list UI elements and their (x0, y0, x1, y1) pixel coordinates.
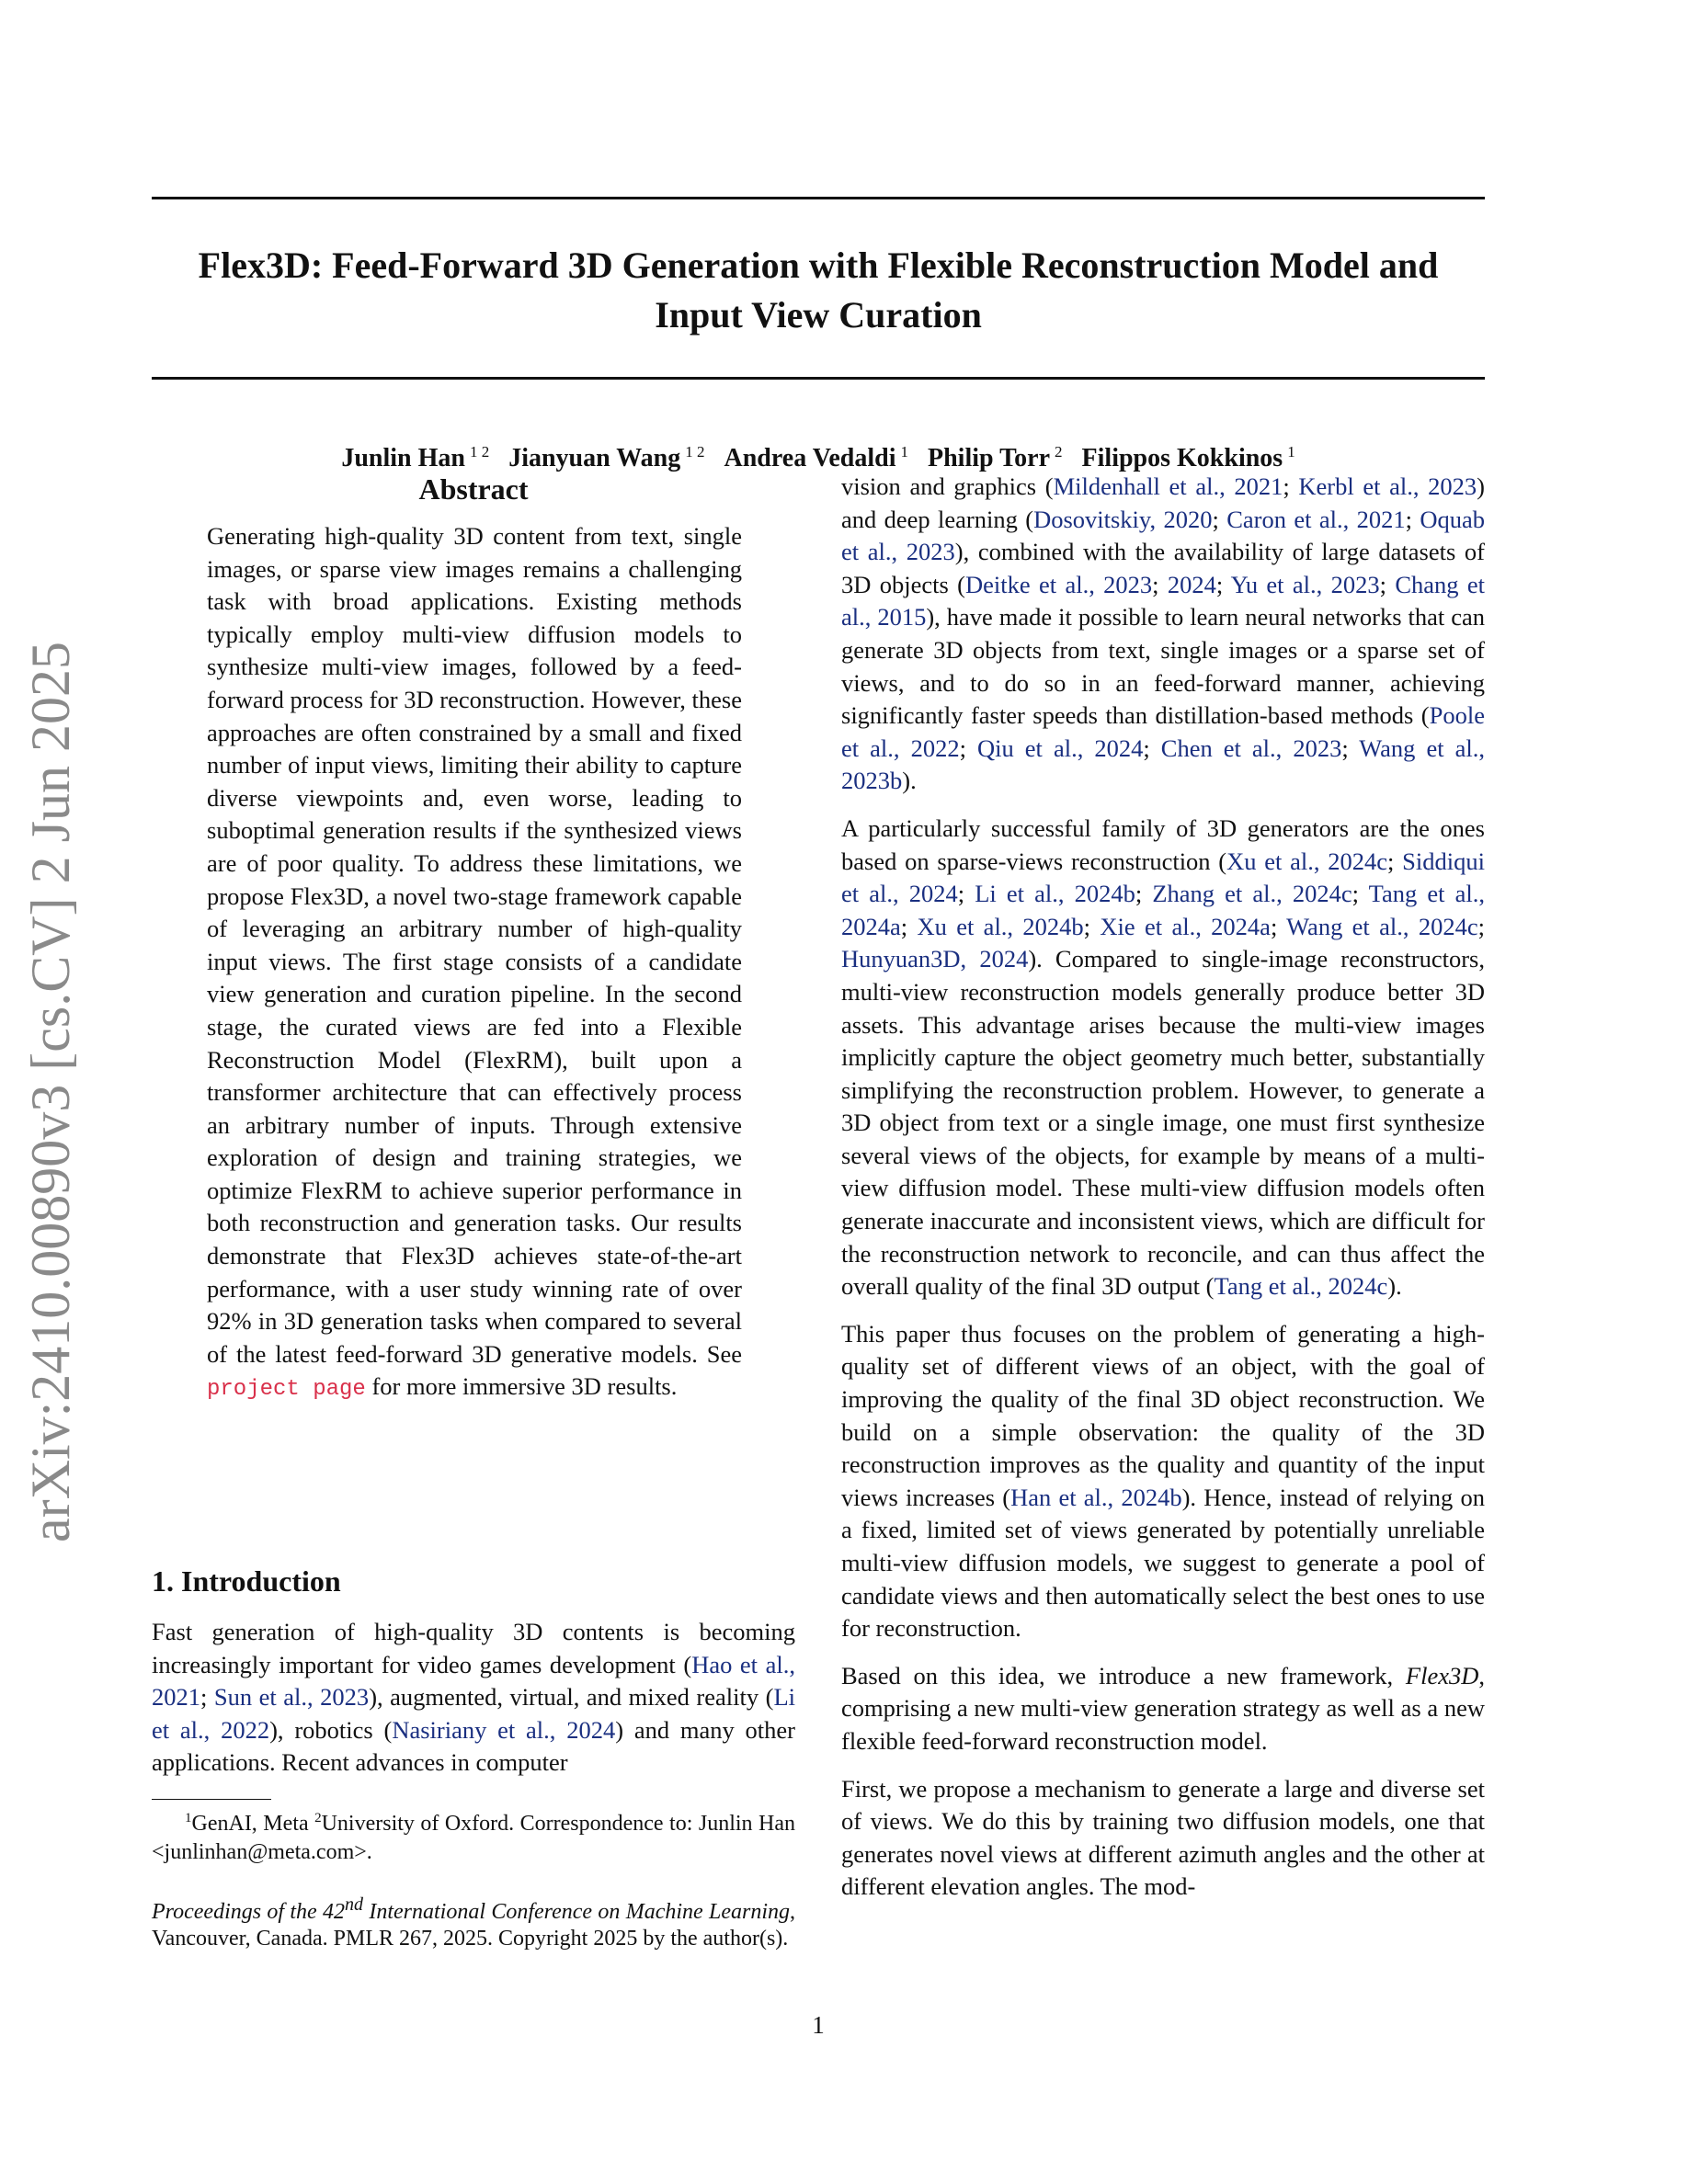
footnote-affiliation-1: GenAI, Meta (191, 1812, 315, 1836)
paragraph-text: ; (1387, 847, 1403, 875)
citation-link[interactable]: Qiu et al., 2024 (977, 734, 1144, 762)
paragraph-text: ; (1341, 734, 1360, 762)
paragraph-text: ; (1352, 880, 1369, 908)
paragraph-text: ) and many other applications. Recent advances in computer (152, 1715, 795, 1777)
paragraph-text: This paper thus focuses on the problem of generating a high-quality set of different views of an object, with the goal of improving the quality of the final 3D object reconstruction. We build on a simple observation: the quality of the 3D reconstruction improves as the quality and quantity of the input views increases ( (841, 1319, 1485, 1511)
footnote-affiliation-2: University of Oxford. Correspondence to: Junlin Han <junlinhan@meta.com>. (152, 1812, 795, 1864)
citation-link[interactable]: Kerbl et al., 2023 (1298, 472, 1477, 500)
abstract-heading: Abstract (418, 472, 529, 506)
paragraph-text: A particularly successful family of 3D generators are the ones based on sparse-views reconstruction ( (841, 813, 1485, 875)
paragraph-text: ; (1379, 570, 1396, 598)
citation-link[interactable]: Mildenhall et al., 2021 (1053, 472, 1283, 500)
paper-title: Flex3D: Feed-Forward 3D Generation with Flexible Reconstruction Model and Input View Curation (198, 245, 1439, 336)
paragraph-text: , comprising a new multi-view generation strategy as well as a new flexible feed-forward reconstruction model. (841, 1661, 1485, 1755)
citation-link[interactable]: Siddiqui et al., 2024 (841, 847, 1485, 908)
author-affiliation: 2 (1055, 443, 1063, 461)
citation-link[interactable]: Wang et al., 2024c (1286, 912, 1478, 940)
citation-link[interactable]: Zhang et al., 2024c (1152, 880, 1352, 908)
citation-link[interactable]: Xu et al., 2024b (917, 912, 1084, 940)
author-name: Jianyuan Wang (508, 444, 681, 473)
citation-link[interactable]: Sun et al., 2023 (213, 1683, 370, 1712)
paragraph-text: ; (1477, 912, 1485, 940)
title-top-rule (152, 197, 1485, 199)
author-affiliation: 1 2 (469, 443, 490, 461)
citation-link[interactable]: Tang et al., 2024a (841, 880, 1485, 940)
proceedings-ordinal: nd (345, 1894, 364, 1915)
author (1082, 444, 1295, 472)
paragraph-text: ; (200, 1683, 214, 1712)
paragraph-text: ; (957, 880, 975, 908)
paragraph-text: ; (1143, 734, 1161, 762)
citation-link[interactable]: Dosovitskiy, 2020 (1033, 505, 1213, 533)
author (928, 444, 1063, 472)
proceedings-prefix: Proceedings of the (152, 1900, 324, 1924)
author-affiliation: 1 2 (685, 443, 705, 461)
author-name: Philip Torr (927, 444, 1051, 473)
paragraph-text: Based on this idea, we introduce a new framework, (841, 1661, 1406, 1689)
paragraph-text: ), combined with the availability of large datasets of 3D objects ( (841, 538, 1485, 598)
citation-link[interactable]: Li et al., 2022 (152, 1683, 795, 1744)
emphasis-text: Flex3D (1405, 1661, 1479, 1689)
author-affiliation: 1 (1287, 443, 1295, 461)
paragraph-text: First, we propose a mechanism to generate a large and diverse set of views. We do this by training two diffusion models, one that generates novel views at different azimuth angles and the other at different elevation angles. The mod- (841, 1774, 1485, 1901)
project-page-link[interactable]: project page (207, 1377, 366, 1403)
citation-link[interactable]: Yu et al., 2023 (1230, 570, 1380, 598)
page-number: 1 (812, 2011, 825, 2039)
citation-link[interactable]: Caron et al., 2021 (1226, 505, 1406, 533)
proceedings-details: , Vancouver, Canada. PMLR 267, 2025. Copyright 2025 by the author(s). (152, 1900, 795, 1951)
footnote-marker-2: 2 (314, 1811, 322, 1826)
citation-link[interactable]: Deitke et al., 2023 (964, 570, 1153, 598)
paragraph-text: ), robotics ( (269, 1715, 393, 1744)
proceedings-conference: International Conference on Machine Learning (363, 1900, 790, 1924)
abstract-text-main: Generating high-quality 3D content from text, single images, or sparse view images remains a challenging task with broad applications. Existing methods typically employ multi-view diffusion models to synthesize multi-view images, followed by a feed-forward process for 3D reconstruction. However, these approaches are often constrained by a small and fixed number of input views, limiting their ability to capture diverse viewpoints and, even worse, leading to suboptimal generation results if the synthesized views are of poor quality. To address these limitations, we propose Flex3D, a novel two-stage framework capable of leveraging an arbitrary number of high-quality input views. The first stage consists of a candidate view generation and curation pipeline. In the second stage, the curated views are fed into a Flexible Reconstruction Model (FlexRM), built upon a transformer architecture that can effectively process an arbitrary number of inputs. Through extensive exploration of design and training strategies, we optimize FlexRM to achieve superior performance in both reconstruction and generation tasks. Our results demonstrate that Flex3D achieves state-of-the-art performance, with a user study winning rate of over 92% in 3D generation tasks when compared to several of the latest feed-forward 3D generative models. See (207, 522, 742, 1368)
abstract-text (207, 520, 742, 1406)
citation-link[interactable]: Han et al., 2024b (1010, 1483, 1182, 1511)
paragraph-text: ; (1215, 570, 1231, 598)
citation-link[interactable]: Poole et al., 2022 (841, 701, 1485, 762)
paragraph-text: ). Compared to single-image reconstructors, multi-view reconstruction models generally produce better 3D assets. This advantage arises because the multi-view images implicitly capture the object geometry much better, substantially simplifying the reconstruction problem. However, to generate a 3D object from text or a single image, one must first synthesize several views of the objects, for example by means of a multi-view diffusion model. These multi-view diffusion models often generate inaccurate and inconsistent views, which are difficult for the reconstruction network to reconcile, and can thus affect the overall quality of the final 3D output ( (841, 945, 1485, 1301)
paragraph-text: ). (902, 767, 917, 795)
intro-paragraph (152, 1616, 795, 1780)
paragraph-text: ; (1135, 880, 1153, 908)
paragraph-text: ; (1283, 472, 1299, 500)
paragraph-text: ; (1152, 570, 1168, 598)
citation-link[interactable]: Nasiriany et al., 2024 (392, 1715, 616, 1744)
citation-link[interactable]: Wang et al., 2023b (841, 734, 1486, 795)
citation-link[interactable]: Oquab et al., 2023 (841, 505, 1485, 566)
proceedings-note (152, 1892, 795, 1952)
abstract-text-end: for more immersive 3D results. (365, 1372, 678, 1401)
footnote-rule (152, 1799, 271, 1800)
paragraph-text: ; (1405, 505, 1420, 533)
citation-link[interactable]: Chen et al., 2023 (1160, 734, 1342, 762)
arxiv-identifier[interactable]: arXiv:2410.00890v3 [cs.CV] 2 Jun 2025 (20, 642, 81, 1542)
paragraph-text: vision and graphics ( (841, 472, 1054, 500)
paragraph-text: ; (959, 734, 977, 762)
body-paragraph (841, 471, 1485, 798)
author-name: Filippos Kokkinos (1081, 444, 1283, 473)
author-affiliation: 1 (900, 443, 908, 461)
paragraph-text: ; (1083, 912, 1101, 940)
author (724, 444, 908, 472)
citation-link[interactable]: Tang et al., 2024c (1214, 1272, 1388, 1301)
proceedings-number: 42 (323, 1900, 346, 1924)
paragraph-text: ). (1387, 1272, 1402, 1301)
citation-link[interactable]: Li et al., 2024b (975, 880, 1135, 908)
author-name: Junlin Han (341, 444, 465, 473)
citation-link[interactable]: Chang et al., 2015 (841, 570, 1486, 631)
paragraph-text: ; (900, 912, 918, 940)
paragraph-text: Fast generation of high-quality 3D contents is becoming increasingly important for video games development ( (152, 1618, 795, 1678)
body-paragraph (841, 1660, 1485, 1758)
paragraph-text: ), augmented, virtual, and mixed reality ( (369, 1683, 774, 1712)
paragraph-text: ; (1212, 505, 1227, 533)
affiliation-footnote (152, 1804, 795, 1867)
author-list (152, 436, 1485, 475)
title-bottom-rule (152, 377, 1485, 380)
footnote-marker-1: 1 (185, 1811, 192, 1826)
citation-link[interactable]: 2024 (1167, 570, 1216, 598)
paragraph-text: ), have made it possible to learn neural networks that can generate 3D objects from text, single images or a sparse set of views, and to do so in an feed-forward manner, achieving significantly faster speeds than distillation-based methods ( (841, 603, 1485, 730)
author-name: Andrea Vedaldi (724, 444, 896, 473)
body-paragraph (841, 1773, 1485, 1904)
paragraph-text: ; (1270, 912, 1287, 940)
right-column (841, 471, 1485, 1918)
body-paragraph (841, 1318, 1485, 1645)
citation-link[interactable]: Xu et al., 2024c (1226, 847, 1388, 875)
body-paragraph (841, 813, 1485, 1303)
introduction-heading: 1. Introduction (152, 1564, 341, 1598)
paragraph-text: ). Hence, instead of relying on a fixed, limited set of views generated by potentially unreliable multi-view diffusion models, we suggest to generate a pool of candidate views and then automatically select the best ones to use for reconstruction. (841, 1483, 1485, 1643)
author (341, 444, 489, 472)
citation-link[interactable]: Xie et al., 2024a (1100, 912, 1271, 940)
author (508, 444, 704, 472)
citation-link[interactable]: Hunyuan3D, 2024 (841, 945, 1029, 973)
paragraph-text: ) and deep learning ( (841, 472, 1485, 533)
citation-link[interactable]: Hao et al., 2021 (152, 1650, 795, 1712)
